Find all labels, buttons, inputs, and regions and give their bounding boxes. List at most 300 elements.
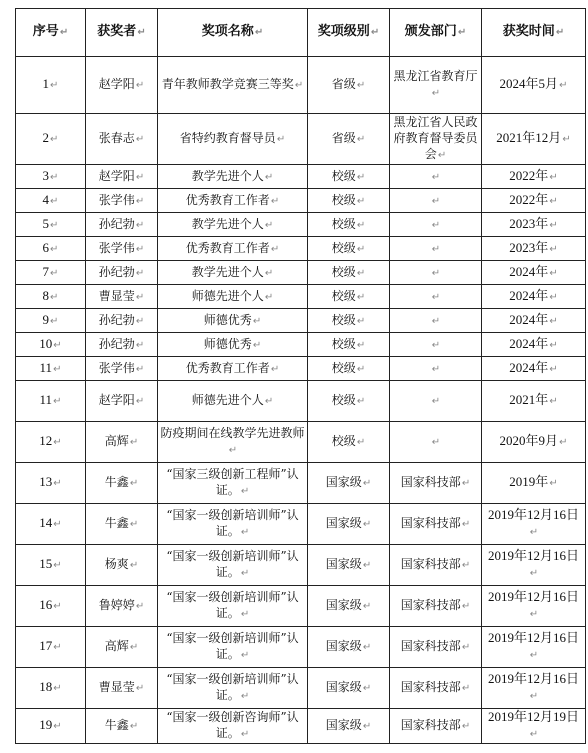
paragraph-mark: ↵ [53,519,62,530]
paragraph-mark: ↵ [431,291,441,303]
winner-name-cell [86,333,158,357]
winner-name: 孙纪勃 [98,216,135,231]
paragraph-mark: ↵ [431,363,441,375]
award-date: 2022年 [509,191,549,207]
paragraph-mark: ↵ [549,396,558,407]
award-date: 2024年 [509,335,549,351]
award-level-cell [308,57,390,114]
paragraph-mark: ↵ [461,642,471,653]
award-name: 师德优秀 [203,312,252,327]
award-date: 2024年 [509,287,549,303]
paragraph-mark: ↵ [240,691,250,702]
header-cell: 获奖者↵ [86,9,158,57]
winner-name-cell [86,114,158,165]
award-level-cell [308,668,390,709]
paragraph-mark: ↵ [129,642,139,653]
winner-name-cell [86,709,158,744]
award-level-cell [308,357,390,381]
paragraph-mark: ↵ [362,519,372,530]
paragraph-mark: ↵ [549,363,558,375]
winner-name-cell [86,422,158,463]
award-level: 校级 [331,434,356,448]
row-number-cell [16,213,86,237]
paragraph-mark: ↵ [549,195,558,207]
paragraph-mark: ↵ [529,650,539,661]
award-name-cell [158,463,308,504]
award-level: 省级 [331,131,356,145]
award-level: 校级 [331,192,356,207]
paragraph-mark: ↵ [264,171,274,183]
award-level-cell [308,333,390,357]
row-number: 16 [39,597,53,612]
winner-name-cell [86,357,158,381]
row-number: 6 [42,239,50,255]
row-number-cell [16,57,86,114]
award-name: 优秀教育工作者 [185,192,270,207]
award-date: 2024年5月 [499,76,559,91]
table-header-row [16,9,586,57]
award-date-cell [482,422,586,463]
row-number: 3 [42,167,50,183]
header-cell: 奖项级别↵ [308,9,390,57]
table-row [16,213,586,237]
paragraph-mark: ↵ [549,339,558,351]
award-date: 2019年12月16日 [487,507,579,522]
paragraph-mark: ↵ [431,315,441,327]
paragraph-mark: ↵ [437,150,447,161]
award-level: 省级 [331,77,356,91]
paragraph-mark: ↵ [356,267,366,279]
winner-name-cell [86,504,158,545]
award-name-cell [158,57,308,114]
paragraph-mark: ↵ [53,363,62,375]
paragraph-mark: ↵ [135,134,145,145]
winner-name: 张春志 [98,131,135,145]
winner-name-cell [86,189,158,213]
award-level-cell [308,285,390,309]
award-date-cell [482,189,586,213]
header-cell: 奖项名称↵ [158,9,308,57]
winner-name: 曹显莹 [98,680,135,694]
award-date-cell [482,57,586,114]
table-row [16,309,586,333]
issuing-dept: 国家科技部 [400,639,461,653]
row-number-cell [16,545,86,586]
paragraph-mark: ↵ [356,134,366,145]
row-number-cell [16,463,86,504]
row-number-cell [16,114,86,165]
winner-name-cell [86,237,158,261]
row-number: 17 [39,638,53,653]
award-date-cell [482,381,586,422]
award-level-cell [308,261,390,285]
award-level-cell [308,237,390,261]
award-date-cell [482,261,586,285]
paragraph-mark: ↵ [252,315,262,327]
award-level: 校级 [331,216,356,231]
winner-name: 赵学阳 [98,168,135,183]
row-number-cell [16,422,86,463]
paragraph-mark: ↵ [135,601,145,612]
award-date: 2021年 [509,392,549,407]
paragraph-mark: ↵ [549,243,558,255]
award-name-cell [158,261,308,285]
paragraph-mark: ↵ [356,195,366,207]
paragraph-mark: ↵ [431,243,441,255]
award-level-cell [308,165,390,189]
paragraph-mark: ↵ [50,80,59,91]
award-name: “国家三级创新工程师”认证。 [166,467,299,497]
awards-document [15,8,585,744]
paragraph-mark: ↵ [294,80,304,91]
row-number-cell [16,627,86,668]
award-name-cell [158,213,308,237]
row-number-cell [16,309,86,333]
award-name-cell [158,309,308,333]
header-cell: 获奖时间↵ [482,9,586,57]
row-number-cell [16,237,86,261]
award-level: 国家级 [325,557,362,571]
winner-name: 赵学阳 [98,77,135,91]
paragraph-mark: ↵ [50,134,59,145]
paragraph-mark: ↵ [356,171,366,183]
row-number-cell [16,333,86,357]
table-row [16,189,586,213]
paragraph-mark: ↵ [549,291,558,303]
table-row [16,545,586,586]
award-date-cell [482,586,586,627]
award-name-cell [158,668,308,709]
award-name: 省特约教育督导员 [179,131,276,145]
award-level: 校级 [331,312,356,327]
paragraph-mark: ↵ [264,291,274,303]
issuing-dept-cell [390,57,482,114]
row-number: 9 [42,311,50,327]
paragraph-mark: ↵ [53,642,62,653]
award-level-cell [308,504,390,545]
award-name-cell [158,545,308,586]
issuing-dept-cell [390,261,482,285]
paragraph-mark: ↵ [53,601,62,612]
award-name: 教学先进个人 [191,264,264,279]
paragraph-mark: ↵ [362,683,372,694]
header-cell: 序号↵ [16,9,86,57]
paragraph-mark: ↵ [240,729,250,740]
award-date: 2022年 [509,167,549,183]
issuing-dept-cell [390,333,482,357]
row-number-cell [16,357,86,381]
award-name: “国家一级创新培训师”认证。 [166,631,299,661]
paragraph-mark: ↵ [356,291,366,303]
paragraph-mark: ↵ [529,568,539,579]
paragraph-mark: ↵ [362,721,372,732]
paragraph-mark: ↵ [362,642,372,653]
paragraph-mark: ↵ [461,601,471,612]
row-number-cell [16,189,86,213]
winner-name: 高辉 [104,434,129,448]
paragraph-mark: ↵ [53,560,62,571]
paragraph-mark: ↵ [53,396,62,407]
paragraph-mark: ↵ [53,683,62,694]
paragraph-mark: ↵ [50,219,59,231]
issuing-dept-cell [390,381,482,422]
award-level-cell [308,627,390,668]
row-number: 11 [39,359,53,375]
paragraph-mark: ↵ [240,568,250,579]
paragraph-mark: ↵ [549,315,558,327]
award-date-cell [482,545,586,586]
award-name-cell [158,333,308,357]
award-date: 2019年12月16日 [487,589,579,604]
award-level: 国家级 [325,475,362,489]
award-name-cell [158,165,308,189]
award-name-cell [158,504,308,545]
award-date: 2021年12月 [496,130,562,145]
award-date-cell [482,709,586,744]
award-name: “国家一级创新咨询师”认证。 [166,710,299,740]
paragraph-mark: ↵ [129,560,139,571]
row-number: 11 [39,392,53,407]
paragraph-mark: ↵ [362,601,372,612]
paragraph-mark: ↵ [50,315,59,327]
award-date-cell [482,357,586,381]
winner-name: 张学伟 [98,240,135,255]
award-name-cell [158,237,308,261]
paragraph-mark: ↵ [50,243,59,255]
row-number-cell [16,261,86,285]
winner-name-cell [86,463,158,504]
paragraph-mark: ↵ [549,171,558,183]
paragraph-mark: ↵ [129,478,139,489]
award-date: 2020年9月 [499,433,559,448]
paragraph-mark: ↵ [135,219,145,231]
issuing-dept: 国家科技部 [400,475,461,489]
paragraph-mark: ↵ [129,519,139,530]
award-name-cell [158,709,308,744]
winner-name-cell [86,165,158,189]
award-date-cell [482,237,586,261]
row-number: 12 [39,433,53,448]
award-date-cell [482,309,586,333]
award-date-cell [482,668,586,709]
award-level-cell [308,189,390,213]
winner-name: 鲁婷婷 [98,598,135,612]
award-name: 优秀教育工作者 [185,240,270,255]
table-row [16,261,586,285]
row-number: 4 [42,191,50,207]
award-date: 2019年12月19日 [487,709,579,724]
award-level: 校级 [331,168,356,183]
table-row [16,504,586,545]
issuing-dept-cell [390,309,482,333]
award-level: 校级 [331,288,356,303]
award-date: 2019年12月16日 [487,671,579,686]
award-level: 国家级 [325,516,362,530]
paragraph-mark: ↵ [135,683,145,694]
table-row [16,627,586,668]
paragraph-mark: ↵ [50,267,59,279]
winner-name-cell [86,545,158,586]
paragraph-mark: ↵ [529,609,539,620]
row-number: 13 [39,474,53,489]
paragraph-mark: ↵ [362,560,372,571]
row-number-cell [16,285,86,309]
paragraph-mark: ↵ [529,527,539,538]
paragraph-mark: ↵ [356,437,366,448]
award-level-cell [308,586,390,627]
paragraph-mark: ↵ [240,609,250,620]
paragraph-mark: ↵ [431,267,441,279]
award-name: 优秀教育工作者 [185,360,270,375]
paragraph-mark: ↵ [264,396,274,407]
issuing-dept-cell [390,237,482,261]
paragraph-mark: ↵ [50,291,59,303]
issuing-dept: 黑龙江省教育厅 [393,69,478,83]
award-name: 师德先进个人 [191,288,264,303]
paragraph-mark: ↵ [50,195,59,207]
paragraph-mark: ↵ [461,519,471,530]
paragraph-mark: ↵ [135,315,145,327]
award-level-cell [308,422,390,463]
paragraph-mark: ↵ [135,339,145,351]
winner-name: 孙纪勃 [98,312,135,327]
award-level: 国家级 [325,680,362,694]
paragraph-mark: ↵ [50,171,59,183]
award-date: 2019年 [509,474,549,489]
winner-name: 张学伟 [98,360,135,375]
award-date: 2023年 [509,215,549,231]
issuing-dept-cell [390,627,482,668]
paragraph-mark: ↵ [356,363,366,375]
table-row [16,285,586,309]
award-level-cell [308,545,390,586]
paragraph-mark: ↵ [461,721,471,732]
award-date: 2019年12月16日 [487,548,579,563]
award-date-cell [482,627,586,668]
winner-name: 孙纪勃 [98,264,135,279]
winner-name: 杨爽 [104,557,129,571]
paragraph-mark: ↵ [240,486,250,497]
paragraph-mark: ↵ [356,396,366,407]
winner-name: 牛鑫 [104,475,129,489]
header-cell: 颁发部门↵ [390,9,482,57]
winner-name-cell [86,381,158,422]
award-level: 校级 [331,336,356,351]
award-name-cell [158,114,308,165]
table-row [16,237,586,261]
issuing-dept-cell [390,668,482,709]
paragraph-mark: ↵ [240,527,250,538]
winner-name-cell [86,668,158,709]
table-row [16,463,586,504]
award-level-cell [308,309,390,333]
winner-name-cell [86,586,158,627]
issuing-dept-cell [390,189,482,213]
award-level: 国家级 [325,718,362,732]
paragraph-mark: ↵ [53,339,62,351]
issuing-dept: 黑龙江省人民政府教育督导委员会 [393,115,478,161]
issuing-dept: 国家科技部 [400,598,461,612]
award-name-cell [158,189,308,213]
award-level-cell [308,114,390,165]
table-row [16,57,586,114]
paragraph-mark: ↵ [135,267,145,279]
award-name-cell [158,586,308,627]
winner-name-cell [86,627,158,668]
award-level: 校级 [331,360,356,375]
award-date: 2024年 [509,311,549,327]
award-level: 校级 [331,393,356,407]
paragraph-mark: ↵ [431,339,441,351]
award-name: “国家一级创新培训师”认证。 [166,590,299,620]
award-date-cell [482,165,586,189]
paragraph-mark: ↵ [276,134,286,145]
paragraph-mark: ↵ [264,219,274,231]
paragraph-mark: ↵ [135,396,145,407]
award-date: 2019年12月16日 [487,630,579,645]
issuing-dept-cell [390,586,482,627]
winner-name: 孙纪勃 [98,336,135,351]
award-date-cell [482,504,586,545]
paragraph-mark: ↵ [129,721,139,732]
issuing-dept-cell [390,357,482,381]
winner-name: 牛鑫 [104,516,129,530]
paragraph-mark: ↵ [356,219,366,231]
winner-name-cell [86,309,158,333]
award-name: 教学先进个人 [191,168,264,183]
paragraph-mark: ↵ [559,437,568,448]
paragraph-mark: ↵ [270,363,280,375]
winner-name-cell [86,57,158,114]
paragraph-mark: ↵ [135,171,145,183]
award-date-cell [482,463,586,504]
issuing-dept-cell [390,422,482,463]
award-level: 国家级 [325,598,362,612]
award-name: 教学先进个人 [191,216,264,231]
row-number: 15 [39,556,53,571]
award-name: “国家一级创新培训师”认证。 [166,508,299,538]
paragraph-mark: ↵ [362,478,372,489]
issuing-dept-cell [390,545,482,586]
paragraph-mark: ↵ [135,291,145,303]
winner-name: 曹显莹 [98,288,135,303]
paragraph-mark: ↵ [53,721,62,732]
award-name: 师德优秀 [203,336,252,351]
row-number-cell [16,504,86,545]
award-name-cell [158,357,308,381]
paragraph-mark: ↵ [129,437,139,448]
table-row [16,422,586,463]
award-name: 青年教师教学竞赛三等奖 [161,77,294,91]
paragraph-mark: ↵ [431,88,441,99]
paragraph-mark: ↵ [461,683,471,694]
award-date: 2024年 [509,359,549,375]
issuing-dept-cell [390,165,482,189]
award-level-cell [308,213,390,237]
award-date-cell [482,213,586,237]
winner-name-cell [86,261,158,285]
award-date-cell [482,114,586,165]
award-level-cell [308,381,390,422]
paragraph-mark: ↵ [431,437,441,448]
award-name: “国家一级创新培训师”认证。 [166,549,299,579]
paragraph-mark: ↵ [461,560,471,571]
row-number-cell [16,709,86,744]
table-row [16,357,586,381]
issuing-dept-cell [390,285,482,309]
paragraph-mark: ↵ [431,171,441,183]
winner-name-cell [86,213,158,237]
